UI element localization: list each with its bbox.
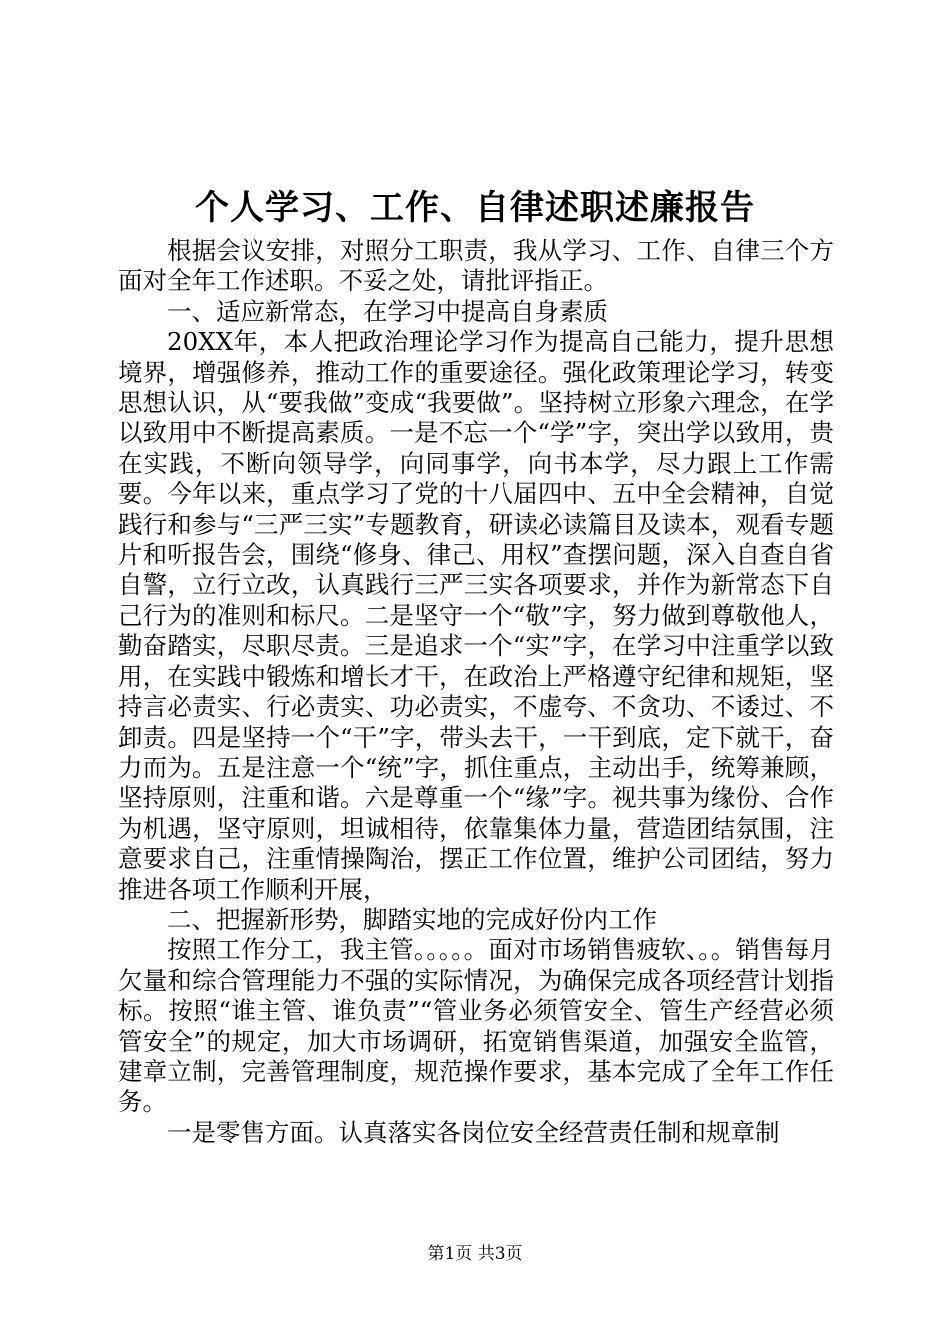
document-body bbox=[118, 236, 834, 1148]
section-heading-2: 二、把握新形势，脚踏实地的完成好份内工作 bbox=[167, 904, 657, 934]
paragraph-intro: 根据会议安排，对照分工职责，我从学习、工作、自律三个方面对全年工作述职。不妥之处，请批评指正。 bbox=[118, 236, 834, 296]
document-title: 个人学习、工作、自律述职述廉报告 bbox=[195, 188, 755, 228]
paragraph-work: 按照工作分工，我主管。。。。。面对市场销售疲软、。。销售每月欠量和综合管理能力不强的实际情况，为确保完成各项经营计划指标。按照“谁主管、谁负责”“管业务必须管安全、管生产经营必须管安全”的规定，加大市场调研，拓宽销售渠道，加强安全监管，建章立制，完善管理制度，规范操作要求，基本完成了全年工作任务。 bbox=[118, 935, 834, 1117]
section-heading-1: 一、适应新常态，在学习中提高自身素质 bbox=[167, 296, 608, 326]
paragraph-retail: 一是零售方面。认真落实各岗位安全经营责任制和规章制 bbox=[167, 1117, 780, 1147]
page-footer: 第1页 共3页 bbox=[427, 1244, 523, 1264]
paragraph-study: 20XX年，本人把政治理论学习作为提高自己能力，提升思想境界，增强修养，推动工作的重要途径。强化政策理论学习，转变思想认识，从“要我做”变成“我要做”。坚持树立形象六理念，在学以致用中不断提高素质。一是不忘一个“学”字，突出学以致用，贵在实践，不断向领导学，向同事学，向书本学，尽力跟上工作需要。今年以来，重点学习了党的十八届四中、五中全会精神，自觉践行和参与“三严三实”专题教育，研读必读篇目及读本，观看专题片和听报告会，围绕“修身、律己、用权”查摆问题，深入自查自省自警，立行立改，认真践行三严三实各项要求，并作为新常态下自己行为的准则和标尺。二是坚守一个“敬”字，努力做到尊敬他人，勤奋踏实，尽职尽责。三是追求一个“实”字，在学习中注重学以致用，在实践中锻炼和增长才干，在政治上严格遵守纪律和规矩，坚持言必责实、行必责实、功必责实，不虚夸、不贪功、不诿过、不卸责。四是坚持一个“干”字，带头去干，一干到底，定下就干，奋力而为。五是注意一个“统”字，抓住重点，主动出手，统筹兼顾，坚持原则，注重和谐。六是尊重一个“缘”字。视共事为缘份、合作为机遇，坚守原则，坦诚相待，依靠集体力量，营造团结氛围，注意要求自己，注重情操陶治，摆正工作位置，维护公司团结，努力推进各项工作顺利开展， bbox=[118, 327, 834, 904]
